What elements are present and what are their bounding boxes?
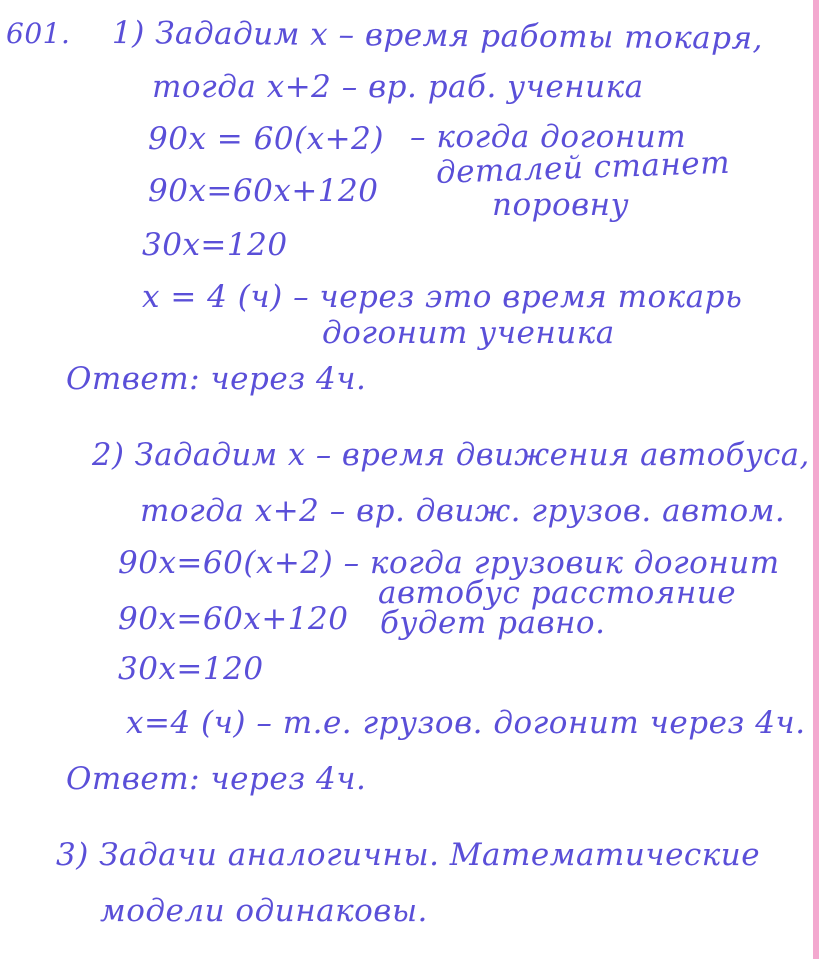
- part2-note-line-1: автобус расстояние: [378, 575, 737, 611]
- part1-note-line-2: деталей станет: [435, 144, 731, 191]
- part1-equation-4-continued: догонит ученика: [322, 315, 615, 351]
- part3-conclusion-line-1: 3) Задачи аналогичны. Математические: [56, 837, 761, 873]
- part1-setup-line: 1) Зададим x – время работы токаря,: [111, 15, 764, 57]
- part1-then-line: тогда x+2 – вр. раб. ученика: [152, 69, 644, 105]
- part1-note-line-1: – когда догонит: [410, 119, 687, 155]
- part1-equation-3: 30x=120: [142, 227, 288, 263]
- part1-equation-4: x = 4 (ч) – через это время токарь: [142, 279, 743, 315]
- part2-equation-4: x=4 (ч) – т.е. грузов. догонит через 4ч.: [126, 705, 806, 741]
- part2-equation-3: 30x=120: [118, 651, 264, 687]
- part1-answer: Ответ: через 4ч.: [66, 361, 367, 397]
- part1-equation-1: 90x = 60(x+2): [148, 121, 384, 157]
- part2-answer: Ответ: через 4ч.: [66, 761, 367, 797]
- part2-then-line: тогда x+2 – вр. движ. грузов. автом.: [140, 493, 786, 529]
- notebook-margin-line: [813, 0, 819, 959]
- part3-conclusion-line-2: модели одинаковы.: [100, 893, 428, 929]
- part2-equation-2: 90x=60x+120: [118, 601, 349, 637]
- part2-setup-line: 2) Зададим x – время движения автобуса,: [92, 437, 810, 473]
- part2-note-line-2: будет равно.: [380, 605, 606, 641]
- part1-equation-2: 90x=60x+120: [148, 173, 379, 209]
- part2-equation-1: 90x=60(x+2) – когда грузовик догонит: [118, 545, 780, 581]
- problem-number: 601.: [6, 17, 71, 50]
- part1-note-line-3: поровну: [492, 187, 630, 223]
